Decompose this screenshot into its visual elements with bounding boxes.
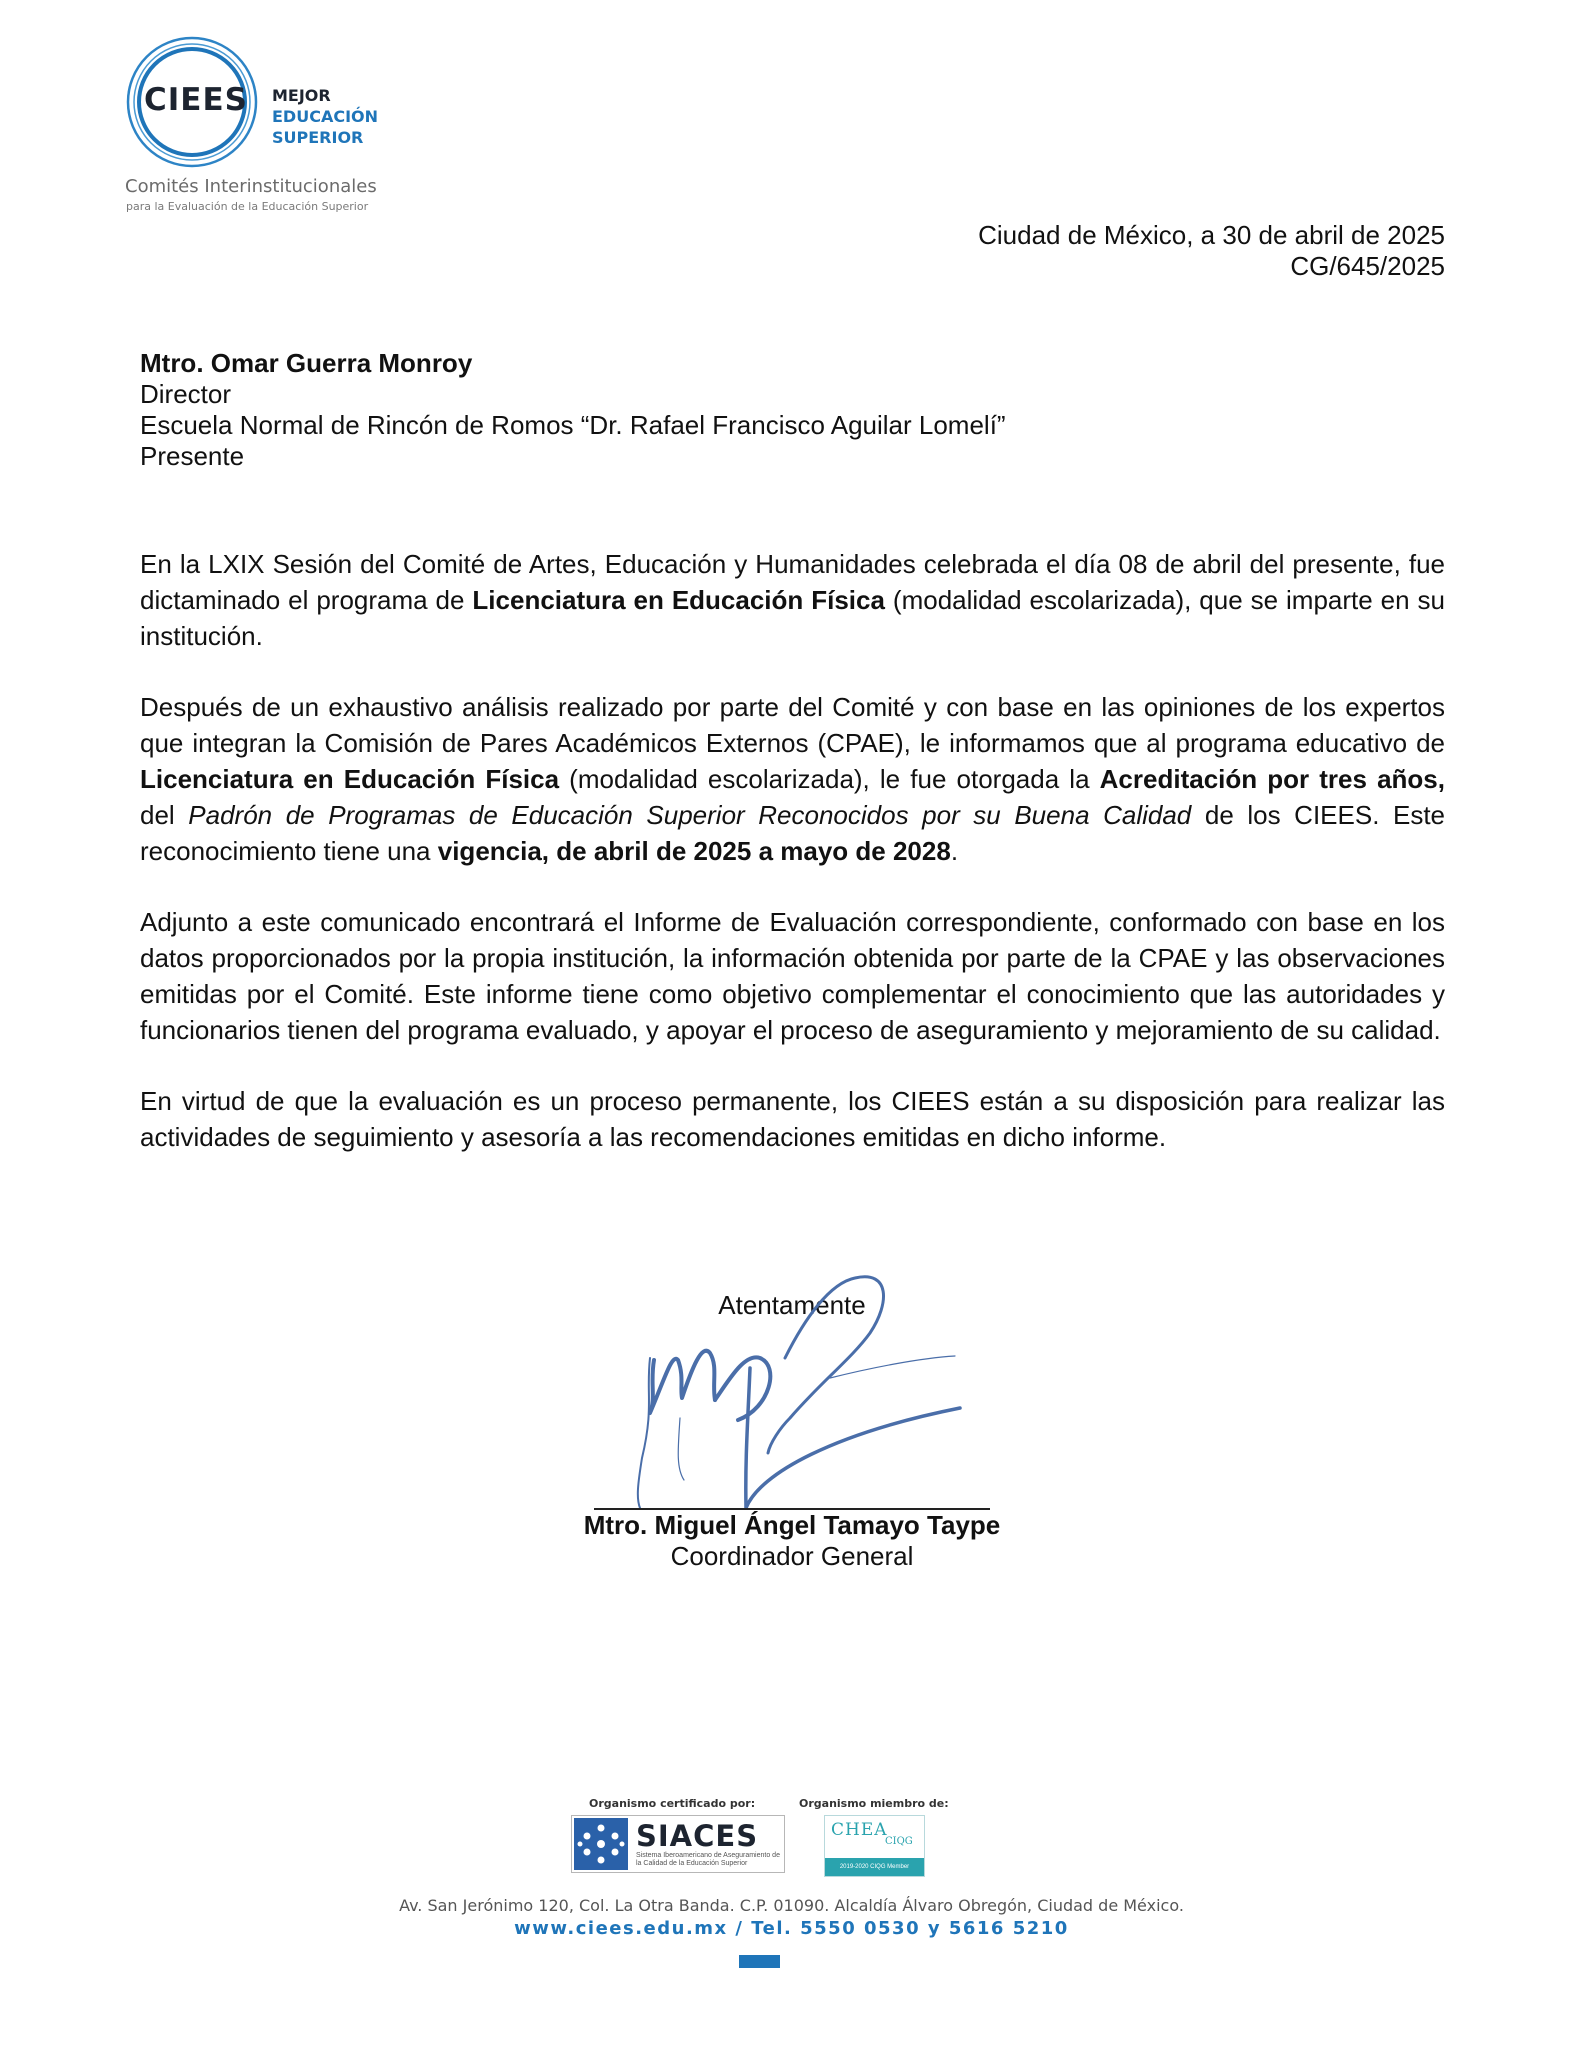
recipient-name: Mtro. Omar Guerra Monroy xyxy=(140,348,473,378)
signer-block xyxy=(492,1510,1092,1572)
registry-name: Padrón de Programas de Educación Superior Reconocidos por su Buena Calidad xyxy=(188,800,1192,830)
organization-subtitle: para la Evaluación de la Educación Superior xyxy=(126,200,369,213)
member-caption: Organismo miembro de: xyxy=(799,1797,949,1810)
reference-number: CG/645/2025 xyxy=(1290,251,1445,281)
logo-abbreviation: CIEES xyxy=(144,82,248,118)
paragraph-session: En la LXIX Sesión del Comité de Artes, Educación y Humanidades celebrada el día 08 de abril del presente, fue dictaminado el programa de Licenciatura en Educación Física (modalidad escolarizada), que se imparte en su institución. xyxy=(140,549,1445,651)
chea-ciqg: CIQG xyxy=(885,1836,913,1847)
validity-period: vigencia, de abril de 2025 a mayo de 2028 xyxy=(437,836,951,866)
program-name: Licenciatura en Educación Física xyxy=(140,764,560,794)
signer-name: Mtro. Miguel Ángel Tamayo Taype xyxy=(583,1510,1001,1540)
handwritten-signature xyxy=(620,1258,980,1518)
place-date: Ciudad de México, a 30 de abril de 2025 xyxy=(978,220,1445,250)
logo-tagline-line: MEJOR xyxy=(272,86,331,105)
siaces-logo xyxy=(571,1815,785,1873)
paragraph-followup: En virtud de que la evaluación es un proceso permanente, los CIEES están a su disposición para realizar las actividades de seguimiento y asesoría a las recomendaciones emitidas en dicho informe. xyxy=(140,1086,1445,1152)
accreditation-term: Acreditación por tres años, xyxy=(1099,764,1445,794)
certified-caption: Organismo certificado por: xyxy=(589,1797,756,1810)
recipient-position: Director xyxy=(140,379,232,409)
chea-logo xyxy=(824,1815,925,1877)
siaces-dots-icon xyxy=(574,1818,628,1870)
organization-name: Comités Interinstitucionales xyxy=(125,176,377,197)
logo-tagline-line: SUPERIOR xyxy=(272,128,364,147)
logo-tagline xyxy=(272,85,378,148)
footer-accent-bar xyxy=(739,1955,780,1968)
logo-tagline-line: EDUCACIÓN xyxy=(272,107,379,126)
closing-text: Atentamente xyxy=(718,1290,866,1320)
siaces-name: SIACES xyxy=(636,1819,759,1853)
program-name: Licenciatura en Educación Física xyxy=(472,585,885,615)
footer-address: Av. San Jerónimo 120, Col. La Otra Banda. C.P. 01090. Alcaldía Álvaro Obregón, Ciudad de México. xyxy=(399,1896,1184,1915)
paragraph-accreditation: Después de un exhaustivo análisis realizado por parte del Comité y con base en las opiniones de los expertos que integran la Comisión de Pares Académicos Externos (CPAE), le informamos que al programa educativo de Licenciatura en Educación Física (modalidad escolarizada), le fue otorgada la Acreditación por tres años, del Padrón de Programas de Educación Superior Reconocidos por su Buena Calidad de los CIEES. Este reconocimiento tiene una vigencia, de abril de 2025 a mayo de 2028. xyxy=(140,692,1446,866)
letter-body xyxy=(140,546,1445,1155)
footer-contact: www.ciees.edu.mx / Tel. 5550 0530 y 5616 5210 xyxy=(514,1918,1069,1939)
signer-title: Coordinador General xyxy=(670,1541,914,1571)
recipient-salutation: Presente xyxy=(140,441,245,471)
siaces-description: Sistema Iberoamericano de Aseguramiento de la Calidad de la Educación Superior xyxy=(636,1852,780,1867)
chea-name: CHEA xyxy=(831,1820,888,1840)
paragraph-report: Adjunto a este comunicado encontrará el Informe de Evaluación correspondiente, conformado con base en los datos proporcionados por la propia institución, la información obtenida por parte de la CPAE y las observaciones emitidas por el Comité. Este informe tiene como objetivo complementar el conocimiento que las autoridades y funcionarios tienen del programa evaluado, y apoyar el proceso de aseguramiento y mejoramiento de su calidad. xyxy=(140,907,1445,1045)
recipient-block xyxy=(140,348,1006,472)
ciees-logo xyxy=(122,30,422,220)
chea-member-badge: 2019-2020 CIQG Member xyxy=(825,1858,924,1876)
recipient-institution: Escuela Normal de Rincón de Romos “Dr. Rafael Francisco Aguilar Lomelí” xyxy=(140,410,1006,440)
date-block xyxy=(978,220,1445,282)
